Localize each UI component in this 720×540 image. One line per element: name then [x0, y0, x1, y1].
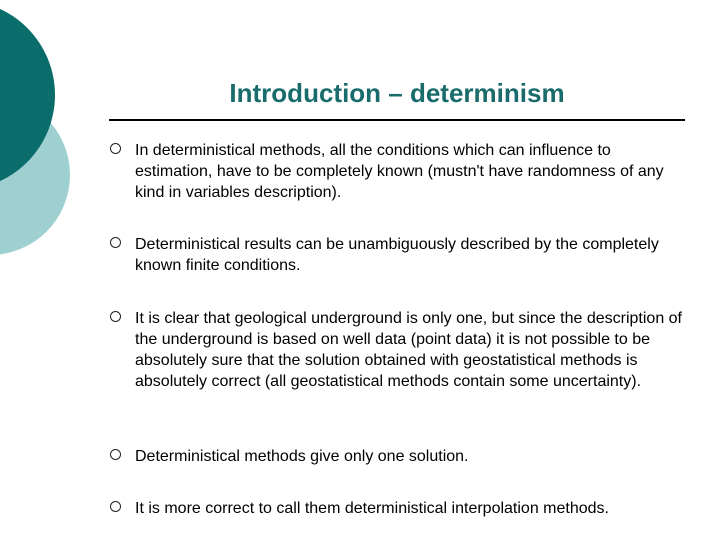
- hollow-circle-bullet-icon: [110, 311, 121, 322]
- bullet-text: It is clear that geological underground is only one, but since the description of the underground is based on well data (point data) it is not possible to be absolutely sure that the solution obtained with geostatistical methods is absolutely correct (all geostatistical methods contain some uncertainty).: [135, 310, 682, 390]
- bullet-text: Deterministical results can be unambiguously described by the completely known finite conditions.: [135, 236, 659, 274]
- hollow-circle-bullet-icon: [110, 449, 121, 460]
- slide-title: Introduction – determinism: [229, 78, 565, 108]
- title-divider: [109, 119, 685, 121]
- hollow-circle-bullet-icon: [110, 143, 121, 154]
- bullet-text: In deterministical methods, all the conditions which can influence to estimation, have to be completely known (mustn't have randomness of any kind in variables description).: [135, 142, 664, 201]
- hollow-circle-bullet-icon: [110, 501, 121, 512]
- hollow-circle-bullet-icon: [110, 237, 121, 248]
- decorative-circles: [0, 0, 120, 300]
- bullet-text: It is more correct to call them deterministical interpolation methods.: [135, 500, 609, 517]
- bullet-text: Deterministical methods give only one solution.: [135, 448, 469, 465]
